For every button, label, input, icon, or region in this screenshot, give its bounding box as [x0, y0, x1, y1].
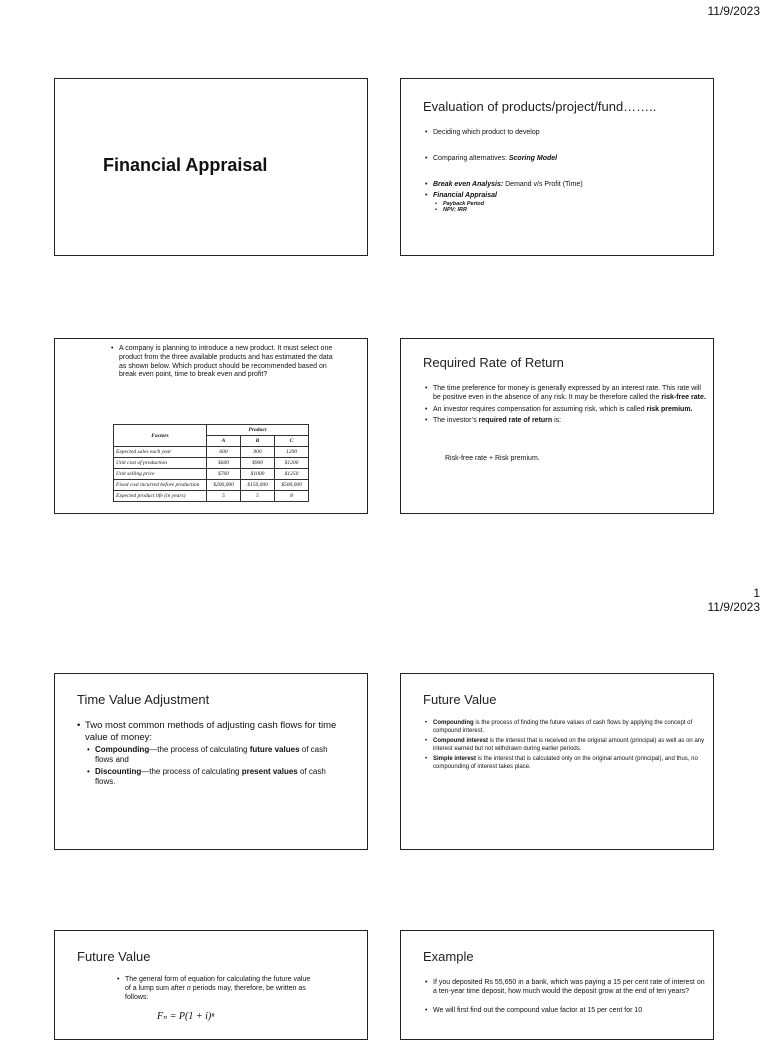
list-item: • A company is planning to introduce a new product. It must select one product from the three available products and has estimated the data as shown below. Which product should be recommended based on break even point, time to break even and profit? — [111, 345, 337, 380]
list-item: • The time preference for money is generally expressed by an interest rate. This rate will be positive even in the absence of any risk. It may be therefore called the risk-free rate. — [425, 385, 709, 403]
list-item: • Simple interest is the interest that is calculated only on the original amount (principal), and thus, no compounding of interest takes place. — [425, 756, 709, 771]
slide-financial-appraisal — [54, 78, 368, 256]
list-item: • We will first find out the compound value factor at 15 per cent for 10 — [425, 1007, 709, 1016]
sub-list-item: • Compounding—the process of calculating future values of cash flows and — [85, 745, 345, 765]
page-number: 1 — [753, 586, 760, 600]
list-item: • Comparing alternatives: Scoring Model — [425, 155, 705, 164]
sub-list-item: • Discounting—the process of calculating present values of cash flows. — [85, 767, 345, 787]
table-header: Product — [207, 425, 309, 436]
slide-title: Future Value — [77, 949, 151, 964]
table-header: C — [275, 436, 309, 447]
list-item: • Compounding is the process of finding the future values of cash flows by applying the concept of compound interest. — [425, 720, 709, 735]
sub-list-item: • Payback Period — [433, 201, 705, 208]
formula-line: Risk-free rate + Risk premium. — [445, 455, 540, 462]
list-item: • An investor requires compensation for assuming risk, which is called risk premium. — [425, 406, 709, 415]
table-header: B — [241, 436, 275, 447]
slide-title: Example — [423, 949, 474, 964]
list-item: • The general form of equation for calculating the future value of a lump sum after n periods may, therefore, be written as follows: — [117, 976, 317, 1002]
table-row: Unit cost of production $600 $900 $1200 — [114, 458, 309, 469]
list-item: • Deciding which product to develop — [425, 129, 705, 138]
page-date: 11/9/2023 — [707, 4, 760, 18]
future-value-formula: Fₙ = P(1 + i)ⁿ — [157, 1011, 215, 1022]
slide-title: Evaluation of products/project/fund…….. — [423, 99, 657, 114]
slide-title: Required Rate of Return — [423, 355, 564, 370]
table-row: Expected product life (in years) 5 5 8 — [114, 491, 309, 502]
slide-title: Future Value — [423, 692, 497, 707]
sub-list-item: • NPV; IRR — [433, 207, 705, 214]
table-row: Expected sales each year 600 900 1200 — [114, 447, 309, 458]
slide-title: Time Value Adjustment — [77, 692, 210, 707]
table-header: A — [207, 436, 241, 447]
list-item: • Compound interest is the interest that is received on the original amount (principal) as well as on any interest earned but not withdrawn during earlier periods. — [425, 738, 709, 753]
slide-product-problem — [54, 338, 368, 514]
slide-required-rate — [400, 338, 714, 514]
slide-time-value — [54, 673, 368, 850]
list-item: • Financial Appraisal • Payback Period • NPV; IRR — [425, 192, 705, 215]
product-table — [113, 424, 309, 502]
slide-evaluation — [400, 78, 714, 256]
table-row: Fixed cost incurred before production $200,000 $150,000 $500,000 — [114, 480, 309, 491]
slide-future-value — [400, 673, 714, 850]
table-row: Unit selling price $760 $1000 $1250 — [114, 469, 309, 480]
table-header: Factors — [114, 425, 207, 447]
list-item: • Break even Analysis: Demand v/s Profit (Time) — [425, 181, 705, 190]
list-item: • The investor’s required rate of return is: — [425, 417, 709, 426]
list-item: • If you deposited Rs 55,650 in a bank, which was paying a 15 per cent rate of interest on a ten-year time deposit, how much would the deposit grow at the end of ten years? — [425, 979, 709, 997]
list-item: • Two most common methods of adjusting cash flows for time value of money: • Compounding—the process of calculating future values of cash flows and • Discounting—the process of calculating present values of cash flows. — [77, 720, 345, 787]
slide-title: Financial Appraisal — [103, 155, 268, 175]
page-date: 11/9/2023 — [707, 600, 760, 614]
